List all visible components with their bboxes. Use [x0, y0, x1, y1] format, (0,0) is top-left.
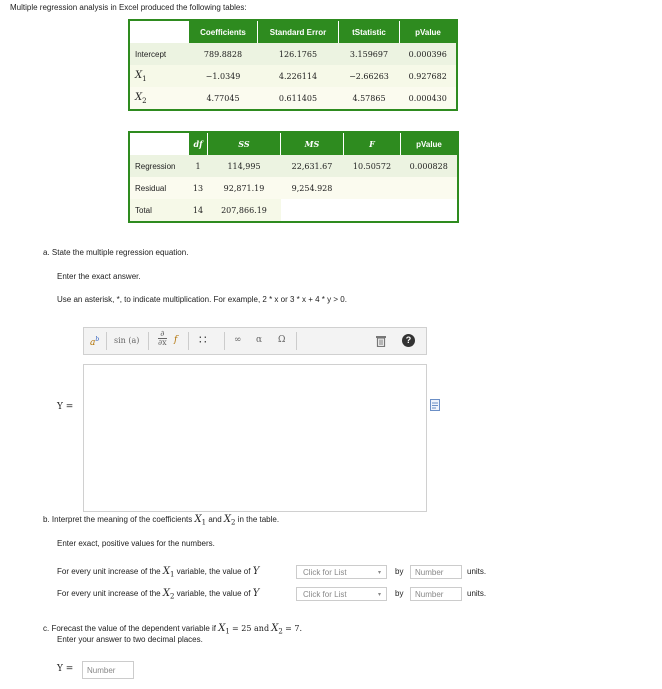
row-label-x2: $X_2$ — [129, 87, 189, 110]
table-cell: 0.000430 — [400, 87, 458, 110]
function-f-label: f — [174, 335, 178, 345]
math-toolbar — [83, 327, 427, 355]
infinity-button[interactable]: ∞ — [234, 335, 242, 345]
row-label-x1: $X_1$ — [129, 65, 189, 87]
by-label: by — [395, 567, 404, 576]
table-cell: 22,631.67 — [281, 155, 344, 177]
table-cell: −2.66263 — [339, 65, 400, 87]
table2-header-f: F — [344, 132, 401, 155]
table-cell — [344, 199, 401, 222]
x1-direction-select[interactable]: Click for List ▾ — [296, 565, 387, 579]
alpha-button[interactable]: α — [256, 335, 263, 345]
forecast-input[interactable]: Number — [82, 661, 134, 679]
table2-header-ss: SS — [208, 132, 281, 155]
x2-amount-input[interactable]: Number — [410, 587, 462, 601]
table1-header-pvalue: pValue — [400, 20, 458, 43]
table2-header-pvalue: pValue — [401, 132, 459, 155]
toolbar-divider — [188, 332, 189, 350]
toolbar-divider — [224, 332, 225, 350]
omega-button[interactable]: Ω — [278, 335, 286, 345]
table2-header-ms: MS — [281, 132, 344, 155]
table-cell — [344, 177, 401, 199]
table2-corner — [129, 132, 189, 155]
table2-header-df: df — [189, 132, 208, 155]
page-title: Multiple regression analysis in Excel produced the following tables: — [10, 3, 247, 12]
table-row — [129, 65, 457, 87]
anova-table — [128, 131, 459, 223]
coefficients-table — [128, 19, 458, 111]
x1-amount-input[interactable]: Number — [410, 565, 462, 579]
table-cell: 4.57865 — [339, 87, 400, 110]
part-c-label: c. Forecast the value of the dependent variable if $X_1 = 25$ and $X_2 = 7$. — [43, 623, 303, 636]
units-label: units. — [467, 567, 487, 576]
chevron-down-icon: ▾ — [377, 570, 381, 576]
part-b-label: b. Interpret the meaning of the coefficients $X_1$ and $X_2$ in the table. — [43, 514, 280, 527]
part-a-instruction: Enter the exact answer. — [57, 272, 141, 281]
table1-header-tstatistic: tStatistic — [339, 20, 400, 43]
table-cell: 0.000396 — [400, 43, 458, 65]
table-cell: 0.611405 — [258, 87, 339, 110]
table-cell: 114,995 — [208, 155, 281, 177]
table1-header-standard-error: Standard Error — [258, 20, 339, 43]
help-icon[interactable]: ? — [402, 334, 415, 347]
table1-corner — [129, 20, 189, 43]
trash-icon[interactable] — [376, 335, 386, 347]
x2-direction-select[interactable]: Click for List ▾ — [296, 587, 387, 601]
by-label: by — [395, 589, 404, 598]
part-b-line2: For every unit increase of the $X_2$ variable, the value of Y — [57, 588, 260, 601]
matrix-icon[interactable]: ∷ — [199, 333, 207, 347]
table-cell — [401, 199, 459, 222]
table-cell: 789.8828 — [189, 43, 258, 65]
table-cell: 0.927682 — [400, 65, 458, 87]
table-cell: 0.000828 — [401, 155, 459, 177]
chevron-down-icon: ▾ — [377, 592, 381, 598]
table-row — [129, 199, 458, 222]
toolbar-divider — [296, 332, 297, 350]
table-cell: 14 — [189, 199, 208, 222]
table-row — [129, 155, 458, 177]
part-a-hint: Use an asterisk, *, to indicate multiplication. For example, 2 * x or 3 * x + 4 * y > 0. — [57, 295, 347, 304]
table-cell: 4.226114 — [258, 65, 339, 87]
table1-header-coefficients: Coefficients — [189, 20, 258, 43]
part-b-instruction: Enter exact, positive values for the numbers. — [57, 539, 215, 548]
table-cell: 10.50572 — [344, 155, 401, 177]
row-label-intercept: Intercept — [129, 43, 189, 65]
table-cell: 13 — [189, 177, 208, 199]
table-row — [129, 87, 457, 110]
row-label-total: Total — [129, 199, 189, 222]
part-a-label: a. State the multiple regression equation. — [43, 248, 189, 257]
table-cell: −1.0349 — [189, 65, 258, 87]
table-cell: 1 — [189, 155, 208, 177]
toolbar-divider — [148, 332, 149, 350]
power-button[interactable]: $a^b$ — [90, 336, 100, 348]
part-a-y-label: Y = — [57, 402, 74, 412]
table-cell: 9,254.928 — [281, 177, 344, 199]
derivative-button[interactable]: ∂ ∂x — [158, 329, 167, 347]
row-label-regression: Regression — [129, 155, 189, 177]
sin-button[interactable]: sin (a) — [114, 336, 140, 345]
row-label-residual: Residual — [129, 177, 189, 199]
table-cell: 92,871.19 — [208, 177, 281, 199]
equation-input[interactable] — [83, 364, 427, 512]
table-cell: 126.1765 — [258, 43, 339, 65]
toolbar-divider — [106, 332, 107, 350]
table-cell: 207,866.19 — [208, 199, 281, 222]
table-cell — [281, 199, 344, 222]
units-label: units. — [467, 589, 487, 598]
table-row — [129, 43, 457, 65]
table-cell: 4.77045 — [189, 87, 258, 110]
table-cell — [401, 177, 459, 199]
table-row — [129, 177, 458, 199]
part-b-line1: For every unit increase of the $X_1$ variable, the value of Y — [57, 566, 260, 579]
part-c-instruction: Enter your answer to two decimal places. — [57, 635, 203, 644]
table-cell: 3.159697 — [339, 43, 400, 65]
part-c-y-label: Y = — [57, 664, 74, 674]
scratchpad-icon[interactable] — [430, 399, 440, 411]
